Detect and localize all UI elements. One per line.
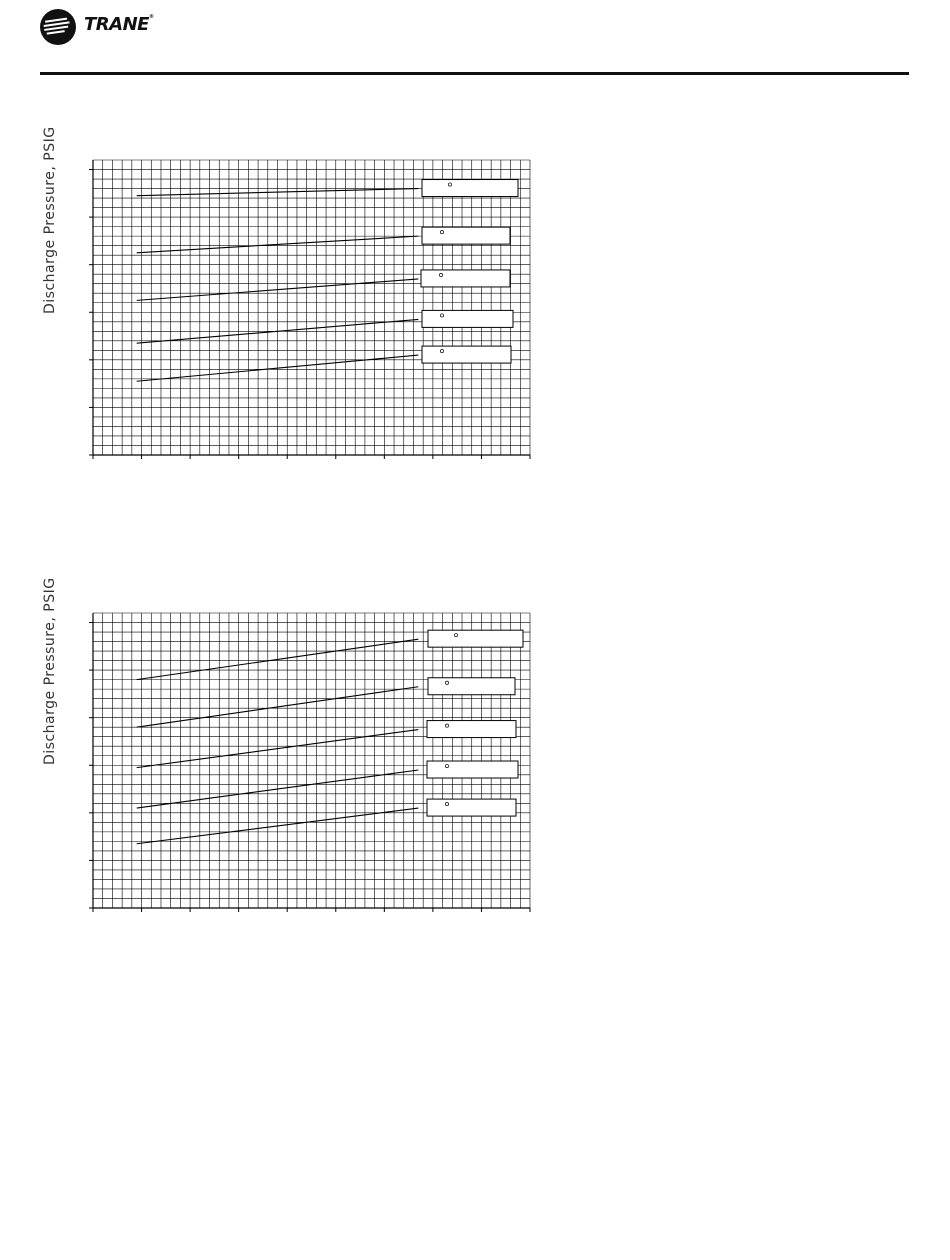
chart-top-series-label-box-1 [422,180,518,197]
chart-bottom-grid [93,613,530,908]
header-rule [40,72,909,75]
chart-top-series-label-box-4 [422,310,513,327]
trane-wordmark [84,14,153,35]
chart-bottom-series-label-box-5 [427,799,516,816]
chart-top-series-label-box-2 [422,227,510,244]
chart-bottom-svg [0,603,560,923]
chart-bottom-series-label-box-2 [428,678,515,695]
chart-bottom-series-label-box-1 [428,630,523,647]
chart-bottom-series-label-box-3 [427,721,516,738]
chart-top-grid [93,160,530,455]
chart-bottom-series-label-box-4 [427,761,518,778]
chart-top-series-label-box-5 [422,346,511,363]
page-header [0,0,950,80]
chart-top: Discharge Pressure, PSIG [0,150,560,470]
trane-logo-icon [40,9,76,45]
chart-top-svg [0,150,560,470]
registered-mark: ® [148,14,154,20]
brand-name: TRANE [84,14,149,35]
chart-bottom: Discharge Pressure, PSIG [0,603,560,923]
chart-top-series-label-box-3 [421,270,510,287]
